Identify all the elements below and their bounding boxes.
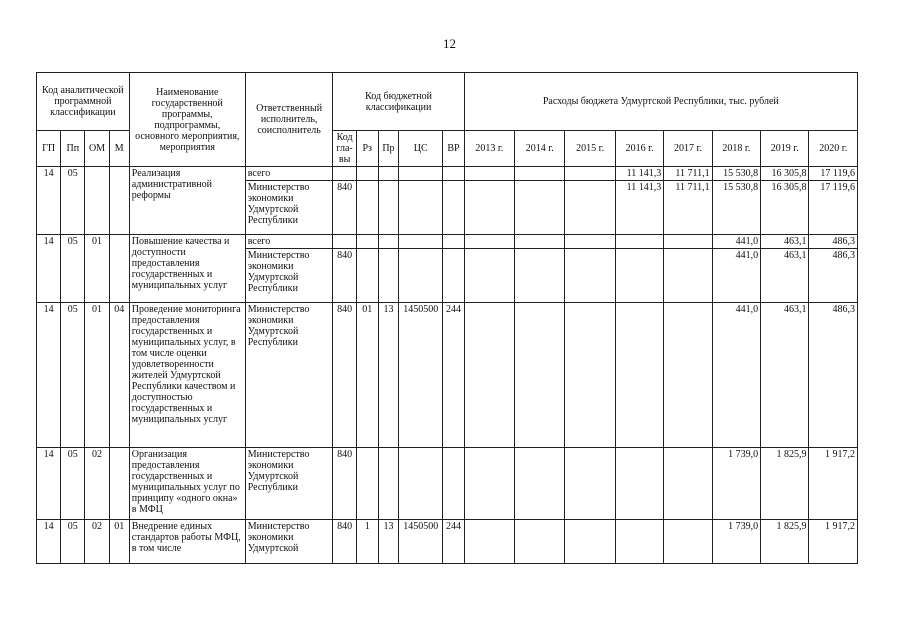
table-row [37, 448, 858, 520]
rz-cell [356, 181, 378, 235]
budget-code-header: Код бюджетной классификации [333, 73, 464, 131]
cs-cell [399, 167, 443, 181]
expense-value-cell [565, 520, 615, 564]
pr-cell [378, 249, 398, 303]
m-cell [109, 167, 129, 235]
expense-value-cell: 441,0 [712, 303, 760, 448]
year-header: 2017 г. [664, 131, 712, 167]
expense-value-cell [565, 235, 615, 249]
responsible-cell: Министерство экономики Удмуртской Республики [245, 249, 333, 303]
pp-cell: 05 [61, 303, 85, 448]
expense-value-cell: 486,3 [809, 249, 858, 303]
year-header: 2016 г. [615, 131, 663, 167]
expense-value-cell: 1 739,0 [712, 520, 760, 564]
expense-value-cell [664, 235, 712, 249]
expense-value-cell: 15 530,8 [712, 167, 760, 181]
year-header: 2020 г. [809, 131, 858, 167]
expense-value-cell [515, 520, 565, 564]
expense-value-cell: 16 305,8 [761, 167, 809, 181]
responsible-cell: Министерство экономики Удмуртской [245, 520, 333, 564]
expense-value-cell [565, 167, 615, 181]
expense-value-cell [615, 448, 663, 520]
responsible-header: Ответственный исполнитель, соисполнитель [245, 73, 333, 167]
m-cell: 04 [109, 303, 129, 448]
item-name-cell: Повышение качества и доступности предоставления государственных и муниципальных услуг [129, 235, 245, 303]
expense-value-cell: 15 530,8 [712, 181, 760, 235]
expense-value-cell: 17 119,6 [809, 167, 858, 181]
rz-cell [356, 235, 378, 249]
expense-value-cell [664, 520, 712, 564]
item-name-cell: Реализация административной реформы [129, 167, 245, 235]
kod-glavy-cell: 840 [333, 520, 356, 564]
expense-value-cell [464, 520, 514, 564]
expense-value-cell: 441,0 [712, 249, 760, 303]
om-cell: 01 [85, 303, 109, 448]
pp-cell: 05 [61, 520, 85, 564]
expense-value-cell: 486,3 [809, 235, 858, 249]
expense-value-cell [615, 303, 663, 448]
rz-cell: 1 [356, 520, 378, 564]
expense-value-cell [565, 181, 615, 235]
m-cell: 01 [109, 520, 129, 564]
pr-header: Пр [378, 131, 398, 167]
kod-glavy-cell [333, 235, 356, 249]
expense-value-cell: 11 141,3 [615, 181, 663, 235]
pr-cell [378, 448, 398, 520]
expense-value-cell [664, 448, 712, 520]
table-row [37, 520, 858, 564]
vr-cell: 244 [443, 520, 464, 564]
expense-value-cell [615, 520, 663, 564]
m-header: М [109, 131, 129, 167]
expense-value-cell [565, 303, 615, 448]
gp-header: ГП [37, 131, 61, 167]
expense-value-cell: 1 917,2 [809, 520, 858, 564]
year-header: 2013 г. [464, 131, 514, 167]
vr-cell [443, 249, 464, 303]
expense-value-cell: 1 825,9 [761, 448, 809, 520]
kod-glavy-cell: 840 [333, 448, 356, 520]
pr-cell: 13 [378, 303, 398, 448]
expense-value-cell [615, 235, 663, 249]
m-cell [109, 448, 129, 520]
expense-value-cell [565, 249, 615, 303]
responsible-cell: Министерство экономики Удмуртской Республики [245, 181, 333, 235]
expense-value-cell [464, 181, 514, 235]
gp-cell: 14 [37, 235, 61, 303]
expense-value-cell: 1 917,2 [809, 448, 858, 520]
pr-cell [378, 167, 398, 181]
responsible-cell: всего [245, 235, 333, 249]
responsible-cell: всего [245, 167, 333, 181]
expense-value-cell [464, 249, 514, 303]
name-column-header: Наименование государственной программы, подпрограммы, основного мероприятия, мероприятия [129, 73, 245, 167]
table-row [37, 303, 858, 448]
pp-cell: 05 [61, 235, 85, 303]
budget-table [36, 72, 858, 564]
expense-value-cell [664, 303, 712, 448]
vr-cell [443, 167, 464, 181]
responsible-cell: Министерство экономики Удмуртской Республики [245, 303, 333, 448]
om-cell: 02 [85, 520, 109, 564]
pp-cell: 05 [61, 448, 85, 520]
cs-cell [399, 448, 443, 520]
year-header: 2019 г. [761, 131, 809, 167]
expense-value-cell [464, 167, 514, 181]
responsible-cell: Министерство экономики Удмуртской Республики [245, 448, 333, 520]
expense-value-cell [515, 181, 565, 235]
pr-cell [378, 181, 398, 235]
expense-value-cell: 463,1 [761, 249, 809, 303]
expense-value-cell [515, 249, 565, 303]
expense-value-cell [464, 303, 514, 448]
m-cell [109, 235, 129, 303]
expense-value-cell: 441,0 [712, 235, 760, 249]
expense-value-cell [515, 167, 565, 181]
kod-glavy-cell: 840 [333, 181, 356, 235]
table-row [37, 235, 858, 249]
cs-cell [399, 181, 443, 235]
gp-cell: 14 [37, 448, 61, 520]
expense-value-cell [664, 249, 712, 303]
rz-cell [356, 448, 378, 520]
expense-value-cell: 16 305,8 [761, 181, 809, 235]
pr-cell: 13 [378, 520, 398, 564]
expense-value-cell [464, 448, 514, 520]
gp-cell: 14 [37, 303, 61, 448]
expense-value-cell: 11 711,1 [664, 181, 712, 235]
expense-value-cell: 11 141,3 [615, 167, 663, 181]
rz-cell: 01 [356, 303, 378, 448]
item-name-cell: Организация предоставления государственных и муниципальных услуг по принципу «одного окна» в МФЦ [129, 448, 245, 520]
page-number: 12 [443, 36, 456, 51]
kod-glavy-header: Код гла-вы [333, 131, 356, 167]
item-name-cell: Внедрение единых стандартов работы МФЦ, в том числе [129, 520, 245, 564]
pp-cell: 05 [61, 167, 85, 235]
vr-cell: 244 [443, 303, 464, 448]
vr-header: ВР [443, 131, 464, 167]
expense-value-cell [515, 235, 565, 249]
code-analytic-header: Код аналитической программной классификации [37, 73, 130, 131]
expense-value-cell: 1 825,9 [761, 520, 809, 564]
cs-cell: 1450500 [399, 520, 443, 564]
expense-value-cell [565, 448, 615, 520]
expense-value-cell: 1 739,0 [712, 448, 760, 520]
table-row [37, 167, 858, 181]
kod-glavy-cell [333, 167, 356, 181]
vr-cell [443, 181, 464, 235]
om-header: ОМ [85, 131, 109, 167]
cs-cell [399, 249, 443, 303]
kod-glavy-cell: 840 [333, 249, 356, 303]
expenses-header: Расходы бюджета Удмуртской Республики, тыс. рублей [464, 73, 857, 131]
rz-header: Рз [356, 131, 378, 167]
expense-value-cell: 11 711,1 [664, 167, 712, 181]
expense-value-cell [464, 235, 514, 249]
expense-value-cell: 463,1 [761, 235, 809, 249]
year-header: 2015 г. [565, 131, 615, 167]
item-name-cell: Проведение мониторинга предоставления государственных и муниципальных услуг, в том числе оценки удовлетворенности жителей Удмуртской Республики качеством и доступностью государственных и муниципальных услуг [129, 303, 245, 448]
expense-value-cell: 463,1 [761, 303, 809, 448]
cs-cell [399, 235, 443, 249]
om-cell: 02 [85, 448, 109, 520]
cs-header: ЦС [399, 131, 443, 167]
expense-value-cell [615, 249, 663, 303]
kod-glavy-cell: 840 [333, 303, 356, 448]
expense-value-cell: 17 119,6 [809, 181, 858, 235]
expense-value-cell: 486,3 [809, 303, 858, 448]
rz-cell [356, 249, 378, 303]
rz-cell [356, 167, 378, 181]
pr-cell [378, 235, 398, 249]
vr-cell [443, 235, 464, 249]
gp-cell: 14 [37, 520, 61, 564]
table-body [37, 167, 858, 564]
vr-cell [443, 448, 464, 520]
expense-value-cell [515, 448, 565, 520]
gp-cell: 14 [37, 167, 61, 235]
om-cell: 01 [85, 235, 109, 303]
cs-cell: 1450500 [399, 303, 443, 448]
om-cell [85, 167, 109, 235]
year-header: 2018 г. [712, 131, 760, 167]
expense-value-cell [515, 303, 565, 448]
year-header: 2014 г. [515, 131, 565, 167]
pp-header: Пп [61, 131, 85, 167]
